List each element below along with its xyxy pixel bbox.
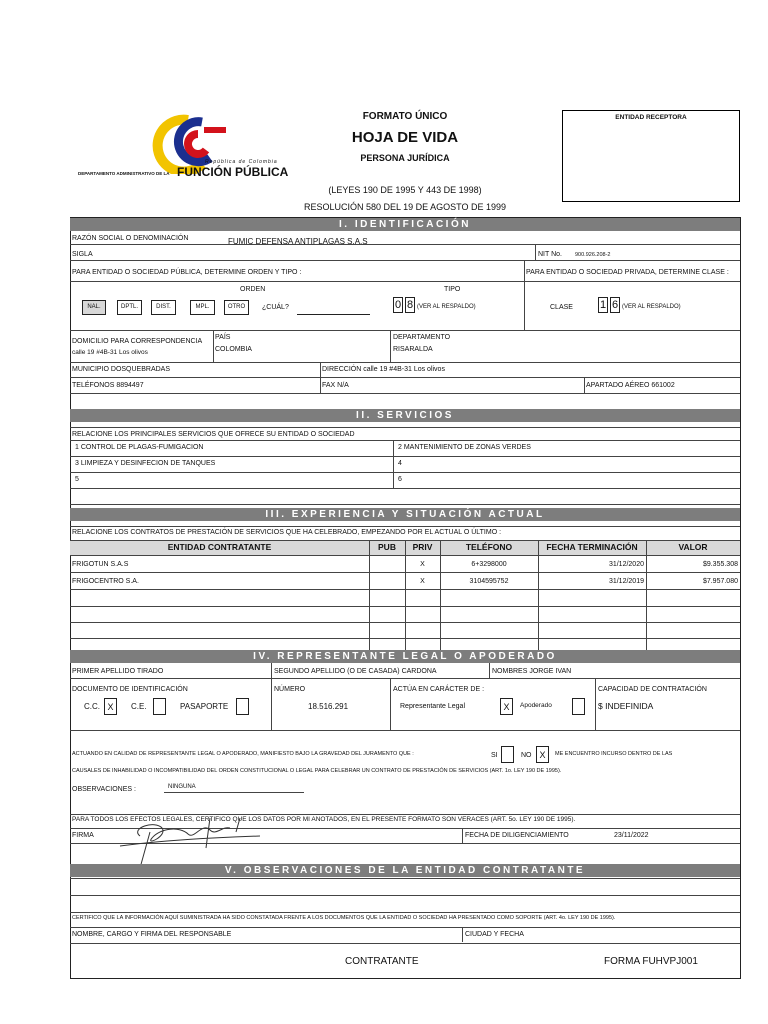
nit-value[interactable]: 900.926.208-2 <box>575 252 611 258</box>
footer-form-code: FORMA FUHVPJ001 <box>604 956 698 967</box>
col-entidad-header: ENTIDAD CONTRATANTE <box>167 542 272 552</box>
ce-checkbox[interactable] <box>153 698 166 715</box>
no-label: NO <box>521 752 532 759</box>
clase-digit-1[interactable]: 1 <box>599 299 607 311</box>
logo-name: FUNCIÓN PÚBLICA <box>177 165 289 179</box>
servicio-item[interactable]: 2 MANTENIMIENTO DE ZONAS VERDES <box>398 444 531 451</box>
col-telefono-header: TELÉFONO <box>465 542 513 552</box>
documento-label: DOCUMENTO DE IDENTIFICACIÓN <box>72 686 188 693</box>
responsable-label: NOMBRE, CARGO Y FIRMA DEL RESPONSABLE <box>72 931 232 938</box>
clase-digit-2[interactable]: 6 <box>611 299 619 311</box>
telefonos-field[interactable]: TELÉFONOS 8894497 <box>72 382 144 389</box>
cual-input-line[interactable] <box>297 314 370 315</box>
pasaporte-checkbox[interactable] <box>236 698 249 715</box>
col-priv-header: PRIV <box>412 542 433 552</box>
table-row-1-fecha[interactable]: 31/12/2020 <box>608 561 644 568</box>
actua-label: ACTÚA EN CARÁCTER DE : <box>393 686 485 693</box>
logo-dept: DEPARTAMENTO ADMINISTRATIVO DE LA <box>78 171 170 176</box>
no-checkbox[interactable]: X <box>536 746 549 763</box>
servicio-item[interactable]: 4 <box>398 460 402 467</box>
resolucion-line: RESOLUCIÓN 580 DEL 19 DE AGOSTO DE 1999 <box>303 202 507 212</box>
juramento-text: ACTUANDO EN CALIDAD DE REPRESENTANTE LEGAL O APODERADO, MANIFIESTO BAJO LA GRAVEDAD DEL JURAMENTO QUE : <box>72 751 414 757</box>
rep-legal-label: Representante Legal <box>400 703 465 710</box>
sigla-label: SIGLA <box>72 251 93 258</box>
table-row-2-telefono[interactable]: 3104595752 <box>469 578 509 585</box>
cc-checkbox[interactable]: X <box>104 698 117 715</box>
col-fecha-header: FECHA TERMINACIÓN <box>546 542 638 552</box>
footer-contratante: CONTRATANTE <box>345 956 419 967</box>
table-row-2-valor[interactable]: $7.957.080 <box>702 578 738 585</box>
cc-label: C.C. <box>84 702 100 711</box>
entidad-privada-label: PARA ENTIDAD O SOCIEDAD PRIVADA, DETERMINE CLASE : <box>526 269 729 276</box>
numero-label: NÚMERO <box>274 686 306 693</box>
ce-label: C.E. <box>131 702 147 711</box>
fecha-diligenciamiento-value[interactable]: 23/11/2022 <box>614 832 649 839</box>
entidad-receptora-label: ENTIDAD RECEPTORA <box>615 114 687 121</box>
servicio-item[interactable]: 5 <box>75 476 79 483</box>
certifico-representante: PARA TODOS LOS EFECTOS LEGALES, CERTIFICO QUE LOS DATOS POR MI ANOTADOS, EN EL PRESENTE FORMATO SON VERACES (ART. 5o. LEY 190 DE 1995). <box>72 816 576 823</box>
orden-dist-box[interactable]: DIST. <box>151 300 176 315</box>
orden-nal-box[interactable]: NAL. <box>82 300 106 315</box>
tipo-label: TIPO <box>444 286 461 293</box>
table-row-2-fecha[interactable]: 31/12/2019 <box>608 578 644 585</box>
entidad-receptora-box <box>562 110 740 202</box>
observaciones-value[interactable]: NINGUNA <box>168 784 196 790</box>
format-label: FORMATO ÚNICO <box>362 111 448 122</box>
capacidad-value[interactable]: $ INDEFINIDA <box>598 701 654 711</box>
nombres-field[interactable]: NOMBRES JORGE IVAN <box>492 668 572 675</box>
domicilio-label: DOMICILIO PARA CORRESPONDENCIA <box>72 338 203 345</box>
page-subtitle: PERSONA JURÍDICA <box>360 153 450 163</box>
cual-label: ¿CUÁL? <box>262 304 289 311</box>
fecha-diligenciamiento-label: FECHA DE DILIGENCIAMIENTO <box>465 832 569 839</box>
ciudad-fecha-label: CIUDAD Y FECHA <box>465 931 524 938</box>
table-row-1-entidad[interactable]: FRIGOTUN S.A.S <box>72 561 129 568</box>
si-checkbox[interactable] <box>501 746 514 763</box>
departamento-value[interactable]: RISARALDA <box>393 346 433 353</box>
razon-social-label: RAZÓN SOCIAL O DENOMINACIÓN <box>72 235 189 242</box>
section-identificacion-header: I. IDENTIFICACIÓN <box>70 218 740 231</box>
section-observaciones-header: V. OBSERVACIONES DE LA ENTIDAD CONTRATANTE <box>70 864 740 877</box>
pasaporte-label: PASAPORTE <box>180 702 229 711</box>
col-pub-header: PUB <box>378 542 396 552</box>
clase-label: CLASE <box>550 304 573 311</box>
apartado-field[interactable]: APARTADO AÉREO 661002 <box>586 382 675 389</box>
section-experiencia-header: III. EXPERIENCIA Y SITUACIÓN ACTUAL <box>70 508 740 521</box>
table-row-2-entidad[interactable]: FRIGOCENTRO S.A. <box>72 578 139 585</box>
apoderado-label: Apoderado <box>520 702 552 709</box>
departamento-label: DEPARTAMENTO <box>393 334 451 341</box>
experiencia-intro: RELACIONE LOS CONTRATOS DE PRESTACIÓN DE SERVICIOS QUE HA CELEBRADO, EMPEZANDO POR EL ACTUAL O ÚLTIMO : <box>72 529 502 536</box>
observaciones-label: OBSERVACIONES : <box>72 786 136 793</box>
servicio-item[interactable]: 6 <box>398 476 402 483</box>
servicio-item[interactable]: 3 LIMPIEZA Y DESINFECION DE TANQUES <box>75 460 216 467</box>
tipo-digit-2[interactable]: 8 <box>406 299 414 311</box>
numero-value[interactable]: 18.516.291 <box>308 702 349 711</box>
orden-dptl-box[interactable]: DPTL. <box>117 300 142 315</box>
firma-label: FIRMA <box>72 832 94 839</box>
table-row-2-priv[interactable]: X <box>420 578 425 585</box>
table-row-1-priv[interactable]: X <box>420 561 425 568</box>
causales-text: CAUSALES DE INHABILIDAD O INCOMPATIBILIDAD DEL ORDEN CONSTITUCIONAL O LEGAL PARA CELEBRAR UN CONTRATO DE PRESTACIÓN DE SERVICIOS (ART. 1o. LEY 190 DE 1995). <box>72 768 562 774</box>
segundo-apellido-field[interactable]: SEGUNDO APELLIDO (O DE CASADA) CARDONA <box>274 668 437 675</box>
table-row-1-valor[interactable]: $9.355.308 <box>702 561 738 568</box>
servicio-item[interactable]: 1 CONTROL DE PLAGAS-FUMIGACION <box>75 444 204 451</box>
rep-legal-checkbox[interactable]: X <box>500 698 513 715</box>
razon-social-value[interactable]: FUMIC DEFENSA ANTIPLAGAS S.A.S <box>228 237 368 246</box>
municipio-field[interactable]: MUNICIPIO DOSQUEBRADAS <box>72 366 171 373</box>
leyes-line: (LEYES 190 DE 1995 Y 443 DE 1998) <box>328 185 482 195</box>
servicios-intro: RELACIONE LOS PRINCIPALES SERVICIOS QUE OFRECE SU ENTIDAD O SOCIEDAD <box>72 431 355 438</box>
fax-field[interactable]: FAX N/A <box>322 382 349 389</box>
incurso-text: ME ENCUENTRO INCURSO DENTRO DE LAS <box>555 751 673 757</box>
orden-otro-box[interactable]: OTRO <box>224 300 249 315</box>
pais-value[interactable]: COLOMBIA <box>215 346 252 353</box>
orden-label: ORDEN <box>240 286 266 293</box>
page-title: HOJA DE VIDA <box>351 129 459 146</box>
domicilio-value[interactable]: calle 19 #4B-31 Los olivos <box>72 349 148 356</box>
si-label: SI <box>491 752 498 759</box>
section-servicios-header: II. SERVICIOS <box>70 409 740 422</box>
logo-republic: República de Colombia <box>205 159 278 165</box>
tipo-ver-respaldo: (VER AL RESPALDO) <box>417 304 476 310</box>
nit-label: NIT No. <box>538 251 562 258</box>
section-representante-header: IV. REPRESENTANTE LEGAL O APODERADO <box>70 650 740 663</box>
orden-mpl-box[interactable]: MPL. <box>190 300 215 315</box>
capacidad-label: CAPACIDAD DE CONTRATACIÓN <box>598 686 707 693</box>
primer-apellido-field[interactable]: PRIMER APELLIDO TIRADO <box>72 668 164 675</box>
tipo-digit-1[interactable]: 0 <box>394 299 402 311</box>
pais-label: PAÍS <box>215 334 231 341</box>
direccion-field[interactable]: DIRECCIÓN calle 19 #4B-31 Los olivos <box>322 366 445 373</box>
col-valor-header: VALOR <box>678 542 708 552</box>
clase-ver-respaldo: (VER AL RESPALDO) <box>622 304 681 310</box>
table-row-1-telefono[interactable]: 6+3298000 <box>471 561 507 568</box>
certifico-entidad: CERTIFICO QUE LA INFORMACIÓN AQUÍ SUMINISTRADA HA SIDO CONSTATADA FRENTE A LOS DOCUMENTOS QUE LA ENTIDAD O SOCIEDAD HA PRESENTADO COMO SOPORTE (ART. 4o. LEY 190 DE 1995). <box>72 915 616 921</box>
entidad-publica-label: PARA ENTIDAD O SOCIEDAD PÚBLICA, DETERMINE ORDEN Y TIPO : <box>72 269 302 276</box>
apoderado-checkbox[interactable] <box>572 698 585 715</box>
